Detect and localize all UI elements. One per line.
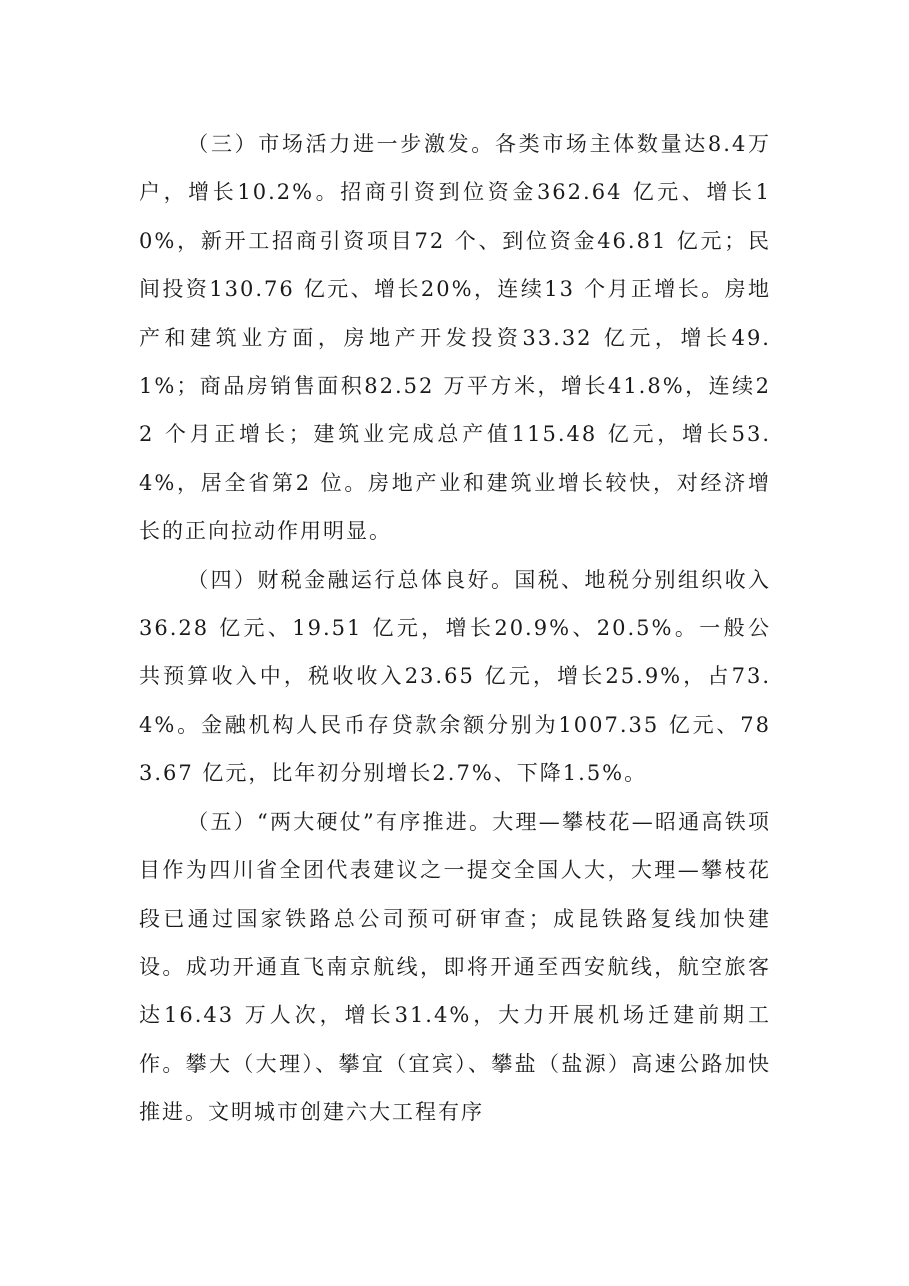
paragraph-finance-tax: （四）财税金融运行总体良好。国税、地税分别组织收入 36.28 亿元、19.51 亿元，增长20.9%、20.5%。一般公共预算收入中，税收收入23.65 亿元，增长25.9%，占73.4%。金融机构人民币存贷款余额分别为1007.35 亿元、783.67 亿元，比年初分别增长2.7%、下降1.5%。: [139, 567, 771, 786]
paragraph-market-vitality: （三）市场活力进一步激发。各类市场主体数量达8.4万户，增长10.2%。招商引资到位资金362.64 亿元、增长10%，新开工招商引资项目72 个、到位资金46.81 亿元；民间投资130.76 亿元、增长20%，连续13 个月正增长。房地产和建筑业方面，房地产开发投资33.32 亿元，增长49.1%；商品房销售面积82.52 万平方米，增长41.8%，连续22 个月正增长；建筑业完成总产值115.48 亿元，增长53.4%，居全省第2 位。房地产业和建筑业增长较快，对经济增长的正向拉动作用明显。: [139, 132, 771, 544]
paragraph-two-battles: （五）“两大硬仗”有序推进。大理—攀枝花—昭通高铁项目作为四川省全团代表建议之一提交全国人大，大理—攀枝花段已通过国家铁路总公司预可研审查；成昆铁路复线加快建设。成功开通直飞南京航线，即将开通至西安航线，航空旅客达16.43 万人次，增长31.4%，大力开展机场迁建前期工作。攀大（大理）、攀宜（宜宾）、攀盐（盐源）高速公路加快推进。文明城市创建六大工程有序: [139, 809, 771, 1125]
document-body: [139, 120, 771, 1137]
